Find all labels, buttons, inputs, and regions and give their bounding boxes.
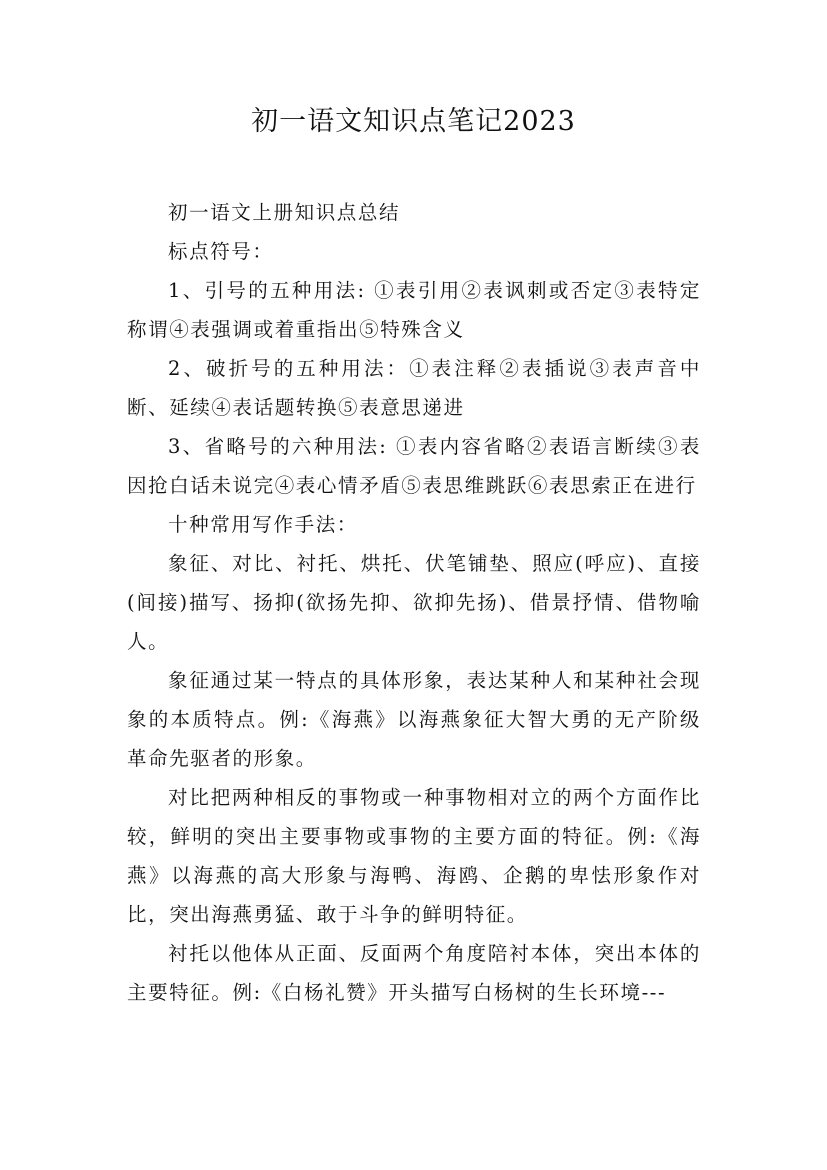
paragraph-contrast: 对比把两种相反的事物或一种事物相对立的两个方面作比较，鲜明的突出主要事物或事物的主要方面的特征。例:《海燕》以海燕的高大形象与海鸭、海鸥、企鹅的卑怯形象作对比，突出海燕勇猛、敢于斗争的鲜明特征。 xyxy=(127,786,701,926)
document-body xyxy=(127,193,701,1012)
paragraph-techniques-list: 象征、对比、衬托、烘托、伏笔铺垫、照应(呼应)、直接(间接)描写、扬抑(欲扬先抑、欲抑先扬)、借景抒情、借物喻人。 xyxy=(127,552,701,653)
paragraph-ellipsis: 3、省略号的六种用法: ①表内容省略②表语言断续③表因抢白话未说完④表心情矛盾⑤表思维跳跃⑥表思索正在进行 xyxy=(127,435,701,497)
paragraph-punctuation-heading: 标点符号： xyxy=(168,240,274,263)
paragraph-foil: 衬托以他体从正面、反面两个角度陪衬本体，突出本体的主要特征。例:《白杨礼赞》开头描写白杨树的生长环境--- xyxy=(127,942,701,1004)
paragraph-dash: 2、破折号的五种用法：①表注释②表插说③表声音中断、延续④表话题转换⑤表意思递进 xyxy=(127,357,701,419)
paragraph-section-heading: 初一语文上册知识点总结 xyxy=(168,201,401,224)
paragraph-symbolism: 象征通过某一特点的具体形象，表达某种人和某种社会现象的本质特点。例:《海燕》以海燕象征大智大勇的无产阶级革命先驱者的形象。 xyxy=(127,669,701,770)
document-title: 初一语文知识点笔记2023 xyxy=(251,106,576,137)
paragraph-writing-techniques-heading: 十种常用写作手法： xyxy=(168,513,358,536)
paragraph-quotation-marks: 1、引号的五种用法: ①表引用②表讽刺或否定③表特定称谓④表强调或着重指出⑤特殊含义 xyxy=(127,279,701,341)
